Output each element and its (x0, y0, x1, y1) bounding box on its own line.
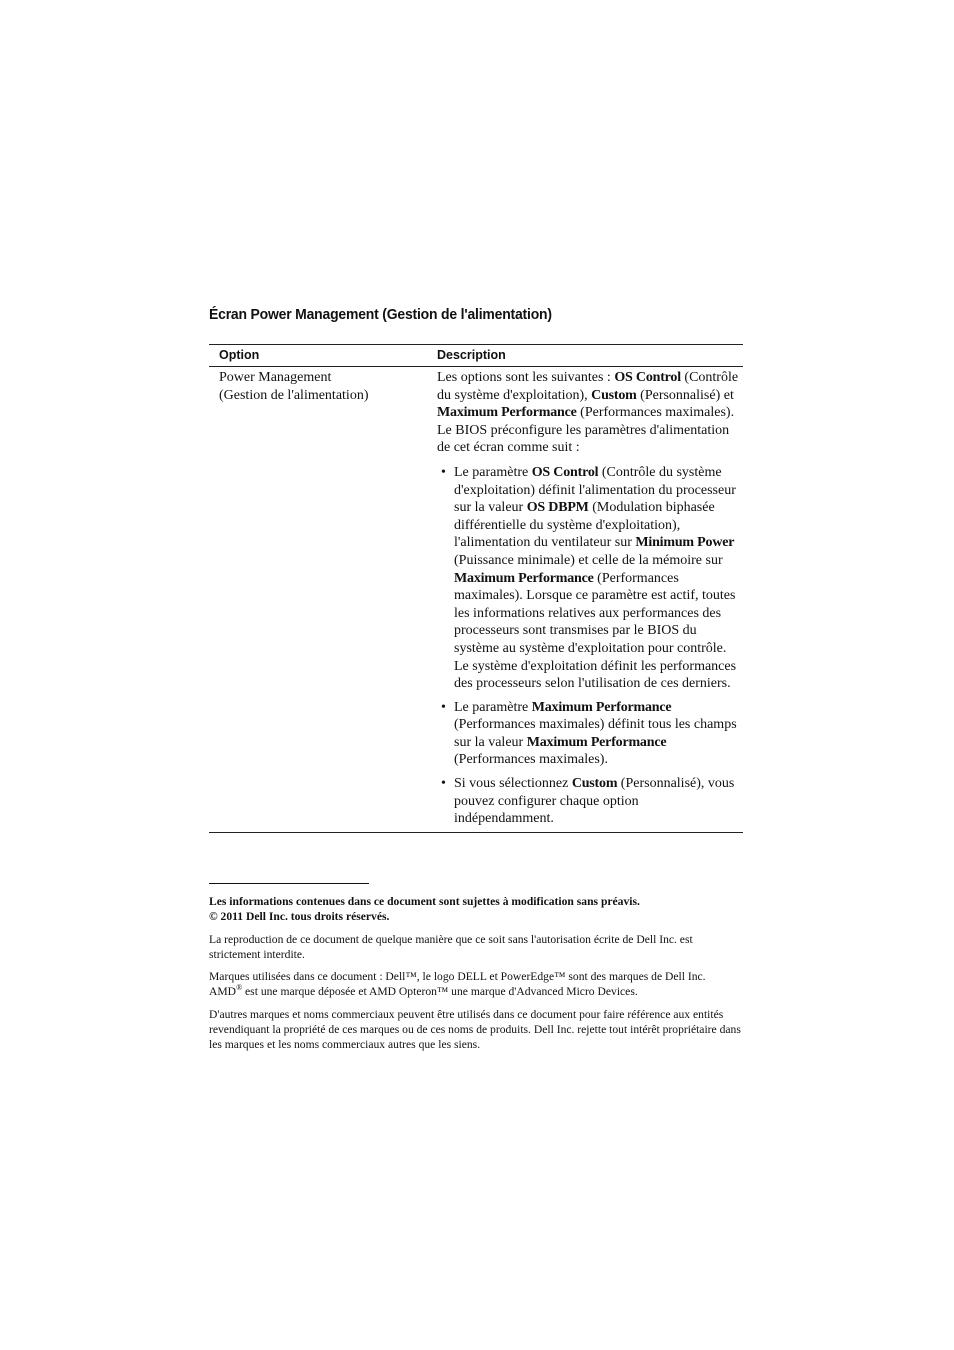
header-option: Option (209, 345, 427, 367)
change-notice (209, 894, 743, 925)
bullet-text: Le paramètre (454, 464, 532, 480)
list-item (437, 464, 739, 693)
option-cell (209, 367, 427, 833)
bullet-icon: • (441, 776, 446, 792)
keyword-minimum-power: Minimum Power (635, 535, 735, 551)
description-cell (427, 367, 743, 833)
list-item (437, 699, 739, 769)
bullet-text: Si vous sélectionnez (454, 776, 572, 792)
keyword-os-control: OS Control (531, 464, 599, 480)
bullet-text: (Performances maximales) définit tous les champs sur la valeur (454, 717, 737, 750)
description-intro (437, 369, 739, 457)
footnote-divider (209, 883, 369, 884)
keyword-maximum-performance: Maximum Performance (454, 570, 594, 586)
legal-notice (209, 894, 743, 1060)
option-name: Power Management (219, 370, 332, 385)
keyword-maximum-performance: Maximum Performance (437, 405, 577, 421)
keyword-maximum-performance: Maximum Performance (531, 699, 672, 715)
bullet-text: Le paramètre (454, 699, 532, 715)
bullet-text: (Puissance minimale) et celle de la mémoire sur (454, 552, 723, 568)
settings-list (437, 464, 739, 828)
keyword-os-control: OS Control (614, 370, 681, 385)
keyword-os-dbpm: OS DBPM (526, 500, 589, 516)
option-name-translation: (Gestion de l'alimentation) (219, 387, 369, 403)
trademarks-text: est une marque déposée et AMD Opteron™ une marque d'Advanced Micro Devices. (242, 985, 638, 999)
intro-text: (Performances maximales). Le BIOS préconfigure les paramètres d'alimentation de cet écran comme suit : (437, 405, 735, 456)
reproduction-notice: La reproduction de ce document de quelque manière que ce soit sans l'autorisation écrite de Dell Inc. est strictement interdite. (209, 932, 693, 961)
keyword-custom: Custom (571, 776, 618, 792)
trademarks-text: Marques utilisées dans ce document : Dell™, le logo DELL et PowerEdge™ sont des marques de Dell Inc. (209, 970, 706, 984)
intro-text: Les options sont les suivantes : (437, 370, 615, 385)
bullet-text: (Modulation biphasée différentielle du système d'exploitation), l'alimentation du ventilateur sur (454, 500, 715, 551)
table-row (209, 367, 743, 833)
registered-mark: ® (236, 983, 243, 993)
keyword-custom: Custom (591, 387, 637, 403)
bullet-icon: • (441, 699, 446, 715)
keyword-maximum-performance: Maximum Performance (526, 734, 667, 750)
bullet-text: (Performances maximales). Lorsque ce paramètre est actif, toutes les informations relatives aux performances des processeurs sont transmises par le BIOS du système au système d'exploitation pour contrôle. Le système d'exploitation définit les performances des processeurs selon l'utilisation de ces derniers. (454, 570, 737, 692)
bullet-icon: • (441, 464, 446, 480)
section-title: Écran Power Management (Gestion de l'alimentation) (209, 306, 552, 323)
intro-text: (Contrôle du système d'exploitation), (437, 370, 739, 403)
trademarks-amd: AMD (209, 985, 237, 999)
header-description: Description (427, 345, 743, 367)
intro-text: (Personnalisé) et (636, 387, 734, 403)
trademarks-notice (209, 969, 743, 1000)
bullet-text: (Personnalisé), vous pouvez configurer chaque option indépendamment. (454, 776, 735, 827)
table-header-row (209, 345, 743, 367)
other-marks-notice: D'autres marques et noms commerciaux peuvent être utilisés dans ce document pour faire référence aux entités revendiquant la propriété de ces marques ou de ces noms de produits. Dell Inc. rejette tout intérêt propriétaire dans les marques et les noms commerciaux autres que les siens. (209, 1007, 741, 1052)
change-notice-text: Les informations contenues dans ce document sont sujettes à modification sans préavis. (209, 895, 640, 908)
copyright-text: © 2011 Dell Inc. tous droits réservés. (209, 910, 390, 924)
bullet-text: (Contrôle du système d'exploitation) définit l'alimentation du processeur sur la valeur (454, 464, 736, 516)
bullet-text: (Performances maximales). (454, 752, 608, 768)
options-table (209, 344, 743, 833)
list-item (437, 775, 739, 828)
